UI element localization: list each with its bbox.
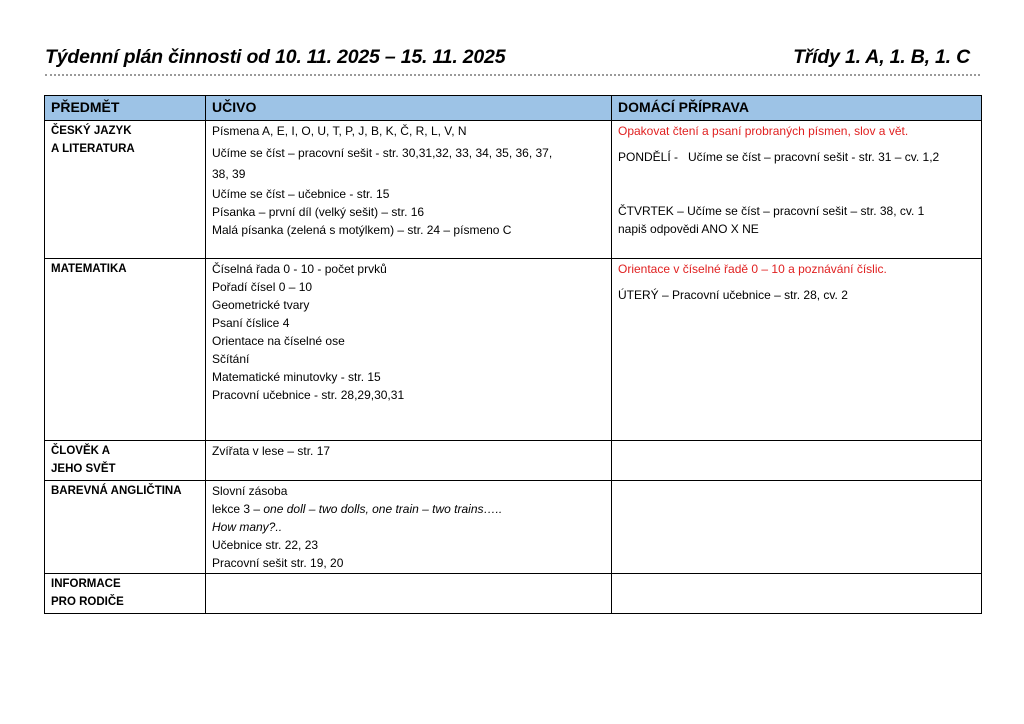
ucivo-cell bbox=[206, 259, 612, 441]
ucivo-line bbox=[212, 518, 605, 536]
dotted-divider bbox=[45, 74, 980, 76]
ucivo-cell bbox=[206, 574, 612, 614]
homework-cell bbox=[612, 574, 982, 614]
subject-label: ČESKÝ JAZYK bbox=[51, 125, 132, 137]
classes-title: Třídy 1. A, 1. B, 1. C bbox=[793, 46, 970, 68]
ucivo-line: Učíme se číst – učebnice - str. 15 bbox=[212, 187, 390, 201]
ucivo-italic-text: one doll – two dolls, one train – two trains….. bbox=[263, 502, 503, 516]
homework-cell bbox=[612, 441, 982, 481]
ucivo-line: Písanka – první díl (velký sešit) – str. 16 bbox=[212, 205, 425, 219]
homework-line: ÚTERÝ – Pracovní učebnice – str. 28, cv. 2 bbox=[618, 288, 848, 302]
table-row-czech bbox=[45, 121, 982, 259]
ucivo-line: Malá písanka (zelená s motýlkem) – str. 24 – písmeno C bbox=[212, 223, 512, 237]
subject-label: ČLOVĚK A bbox=[51, 445, 110, 457]
ucivo-text: lekce 3 – bbox=[212, 502, 264, 516]
homework-line: PONDĚLÍ - Učíme se číst – pracovní sešit - str. 31 – cv. 1,2 bbox=[618, 150, 940, 164]
subject-cell bbox=[45, 441, 206, 481]
ucivo-line: Sčítání bbox=[212, 352, 250, 366]
ucivo-line: Učebnice str. 22, 23 bbox=[212, 538, 319, 552]
ucivo-cell bbox=[206, 481, 612, 574]
header-homework: DOMÁCÍ PŘÍPRAVA bbox=[612, 96, 982, 121]
subject-cell bbox=[45, 121, 206, 259]
table-header-row bbox=[45, 96, 982, 121]
ucivo-line: Matematické minutovky - str. 15 bbox=[212, 370, 381, 384]
table-row-human bbox=[45, 441, 982, 481]
ucivo-line: Orientace na číselné ose bbox=[212, 334, 345, 348]
ucivo-line bbox=[212, 500, 605, 518]
subject-label: BAREVNÁ ANGLIČTINA bbox=[51, 485, 182, 497]
subject-cell bbox=[45, 481, 206, 574]
subject-label: INFORMACE bbox=[51, 578, 121, 590]
ucivo-cell bbox=[206, 441, 612, 481]
header-ucivo: UČIVO bbox=[206, 96, 612, 121]
subject-label: MATEMATIKA bbox=[51, 263, 127, 275]
subject-label: A LITERATURA bbox=[51, 143, 135, 155]
weekly-plan-table bbox=[44, 95, 982, 614]
ucivo-line: Číselná řada 0 - 10 - počet prvků bbox=[212, 262, 387, 276]
homework-line: ČTVRTEK – Učíme se číst – pracovní sešit – str. 38, cv. 1 bbox=[618, 204, 925, 218]
table-row-info bbox=[45, 574, 982, 614]
page-header bbox=[45, 46, 970, 76]
ucivo-line: Geometrické tvary bbox=[212, 298, 310, 312]
ucivo-line: 38, 39 bbox=[212, 167, 246, 181]
ucivo-line: Zvířata v lese – str. 17 bbox=[212, 444, 331, 458]
subject-label: PRO RODIČE bbox=[51, 596, 124, 608]
ucivo-line: Psaní číslice 4 bbox=[212, 316, 290, 330]
table-row-english bbox=[45, 481, 982, 574]
ucivo-line: Pracovní učebnice - str. 28,29,30,31 bbox=[212, 388, 405, 402]
ucivo-line: Písmena A, E, I, O, U, T, P, J, B, K, Č, R, L, V, N bbox=[212, 124, 467, 138]
homework-cell bbox=[612, 259, 982, 441]
subject-cell bbox=[45, 574, 206, 614]
homework-cell bbox=[612, 121, 982, 259]
ucivo-italic-text: How many?.. bbox=[212, 520, 283, 534]
ucivo-cell bbox=[206, 121, 612, 259]
header-subject: PŘEDMĚT bbox=[45, 96, 206, 121]
ucivo-line: Učíme se číst – pracovní sešit - str. 30,31,32, 33, 34, 35, 36, 37, bbox=[212, 146, 553, 160]
ucivo-line: Pořadí čísel 0 – 10 bbox=[212, 280, 313, 294]
subject-label: JEHO SVĚT bbox=[51, 463, 116, 475]
ucivo-line: Slovní zásoba bbox=[212, 484, 288, 498]
homework-cell bbox=[612, 481, 982, 574]
homework-line: napiš odpovědi ANO X NE bbox=[618, 222, 759, 236]
ucivo-line: Pracovní sešit str. 19, 20 bbox=[212, 556, 344, 570]
subject-cell bbox=[45, 259, 206, 441]
homework-highlight: Opakovat čtení a psaní probraných písmen, slov a vět. bbox=[618, 124, 909, 138]
page-title: Týdenní plán činnosti od 10. 11. 2025 – 15. 11. 2025 bbox=[45, 46, 506, 68]
table-row-math bbox=[45, 259, 982, 441]
homework-highlight: Orientace v číselné řadě 0 – 10 a poznávání číslic. bbox=[618, 262, 887, 276]
